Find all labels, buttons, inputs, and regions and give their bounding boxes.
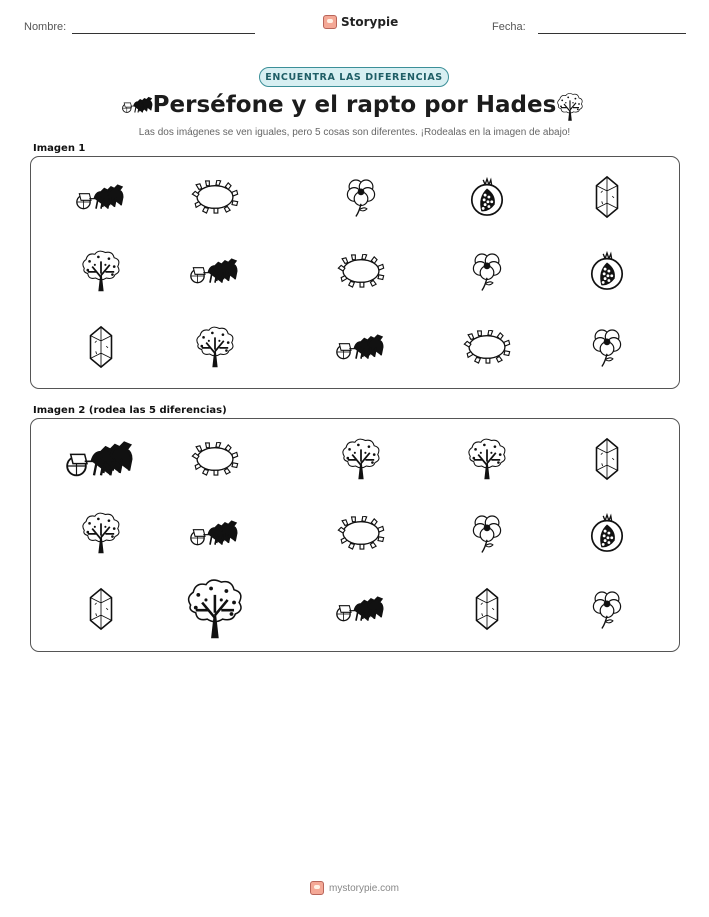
ivy-wreath-icon <box>463 330 511 364</box>
page-title: Perséfone y el rapto por Hades <box>152 92 557 118</box>
ivy-wreath-icon[interactable] <box>337 516 385 550</box>
image1-panel <box>30 156 680 389</box>
crystal-icon[interactable] <box>87 587 115 631</box>
instructions: Las dos imágenes se ven iguales, pero 5 cosas son diferentes. ¡Rodealas en la imagen de abajo! <box>138 127 571 138</box>
title-tree-icon <box>555 92 585 122</box>
chariot-icon <box>336 332 386 362</box>
brand-logo <box>323 15 398 29</box>
poppy-flower-icon <box>590 325 624 369</box>
brand-name: Storypie <box>341 15 399 29</box>
crystal-icon[interactable] <box>473 587 501 631</box>
pomegranate-icon <box>468 176 506 218</box>
pomegranate-icon[interactable] <box>588 512 626 554</box>
image1-label: Imagen 1 <box>33 143 86 154</box>
ivy-wreath-icon[interactable] <box>191 442 239 476</box>
chariot-icon[interactable] <box>190 518 240 548</box>
activity-badge: ENCUENTRA LAS DIFERENCIAS <box>259 67 449 87</box>
crystal-icon <box>593 175 621 219</box>
image2-label: Imagen 2 (rodea las 5 diferencias) <box>33 405 227 416</box>
chariot-icon <box>190 256 240 286</box>
mascot-icon <box>323 15 337 29</box>
name-label: Nombre: <box>24 21 67 33</box>
tree-icon[interactable] <box>79 511 123 555</box>
chariot-icon <box>76 182 126 212</box>
chariot-icon[interactable] <box>66 438 136 480</box>
image2-panel <box>30 418 680 652</box>
tree-icon[interactable] <box>339 437 383 481</box>
poppy-flower-icon[interactable] <box>590 587 624 631</box>
footer-mascot-icon <box>310 881 324 895</box>
pomegranate-icon <box>588 250 626 292</box>
tree-icon <box>79 249 123 293</box>
tree-icon[interactable] <box>183 577 247 641</box>
tree-icon <box>193 325 237 369</box>
poppy-flower-icon[interactable] <box>470 511 504 555</box>
crystal-icon[interactable] <box>593 437 621 481</box>
ivy-wreath-icon <box>337 254 385 288</box>
date-label: Fecha: <box>492 21 526 33</box>
poppy-flower-icon <box>470 249 504 293</box>
tree-icon[interactable] <box>465 437 509 481</box>
crystal-icon <box>87 325 115 369</box>
footer <box>0 881 709 895</box>
poppy-flower-icon <box>344 175 378 219</box>
ivy-wreath-icon <box>191 180 239 214</box>
name-field[interactable] <box>72 33 255 34</box>
footer-url[interactable]: mystorypie.com <box>328 882 399 894</box>
chariot-icon[interactable] <box>336 594 386 624</box>
date-field[interactable] <box>538 33 686 34</box>
